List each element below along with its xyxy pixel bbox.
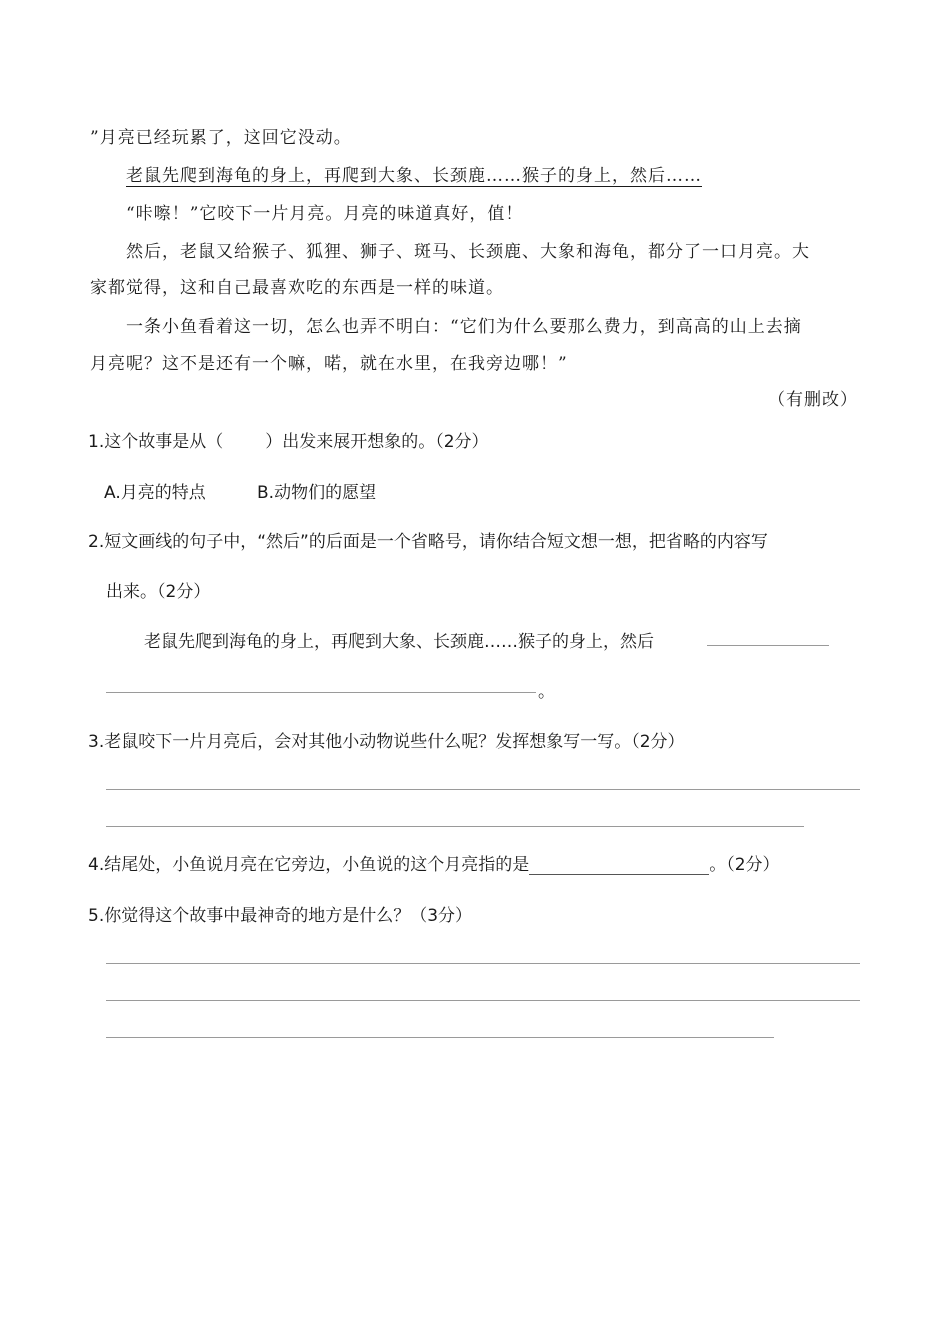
source-note: （有删改） xyxy=(768,390,858,410)
answer-line[interactable] xyxy=(106,963,860,964)
option-a[interactable]: A.月亮的特点 xyxy=(104,483,206,503)
story-paragraph-3: “咔嚓！”它咬下一片月亮。月亮的味道真好，值！ xyxy=(126,204,524,224)
question-2-line-1: 2.短文画线的句子中，“然后”的后面是一个省略号，请你结合短文想一想，把省略的内容写 xyxy=(88,532,768,552)
story-paragraph-5-line-1: 一条小鱼看着这一切，怎么也弄不明白：“它们为什么要那么费力，到高高的山上去摘 xyxy=(126,317,802,337)
story-paragraph-4-line-2: 家都觉得，这和自己最喜欢吃的东西是一样的味道。 xyxy=(90,278,504,298)
question-2-end-period: 。 xyxy=(538,682,555,702)
answer-line[interactable] xyxy=(106,789,860,790)
question-4-prefix: 4.结尾处，小鱼说月亮在它旁边，小鱼说的这个月亮指的是 xyxy=(88,855,530,875)
option-b[interactable]: B.动物们的愿望 xyxy=(257,483,377,503)
question-4-suffix: 。（2分） xyxy=(709,855,780,875)
answer-line[interactable] xyxy=(106,692,536,693)
question-2-line-2: 出来。（2分） xyxy=(106,582,211,602)
answer-line[interactable] xyxy=(106,1000,860,1001)
underlined-sentence: 老鼠先爬到海龟的身上，再爬到大象、长颈鹿……猴子的身上，然后…… xyxy=(126,166,702,186)
story-paragraph-4-line-1: 然后，老鼠又给猴子、狐狸、狮子、斑马、长颈鹿、大象和海龟，都分了一口月亮。大 xyxy=(126,242,810,262)
question-1-suffix: ）出发来展开想象的。（2分） xyxy=(265,432,489,452)
story-paragraph-2-underlined xyxy=(126,161,896,186)
question-3-text: 3.老鼠咬下一片月亮后，会对其他小动物说些什么呢？发挥想象写一写。（2分） xyxy=(88,732,685,752)
question-1-prefix: 1.这个故事是从（ xyxy=(88,432,224,452)
answer-line[interactable] xyxy=(106,1037,774,1038)
question-2-prompt: 老鼠先爬到海龟的身上，再爬到大象、长颈鹿……猴子的身上，然后 xyxy=(144,632,654,652)
answer-line[interactable] xyxy=(106,826,804,827)
question-5-text: 5.你觉得这个故事中最神奇的地方是什么？（3分） xyxy=(88,906,473,926)
answer-blank[interactable] xyxy=(529,856,709,875)
story-paragraph-1: ”月亮已经玩累了，这回它没动。 xyxy=(90,128,352,148)
answer-line[interactable] xyxy=(707,645,829,646)
story-paragraph-5-line-2: 月亮呢？这不是还有一个嘛，喏，就在水里，在我旁边哪！” xyxy=(90,354,568,374)
